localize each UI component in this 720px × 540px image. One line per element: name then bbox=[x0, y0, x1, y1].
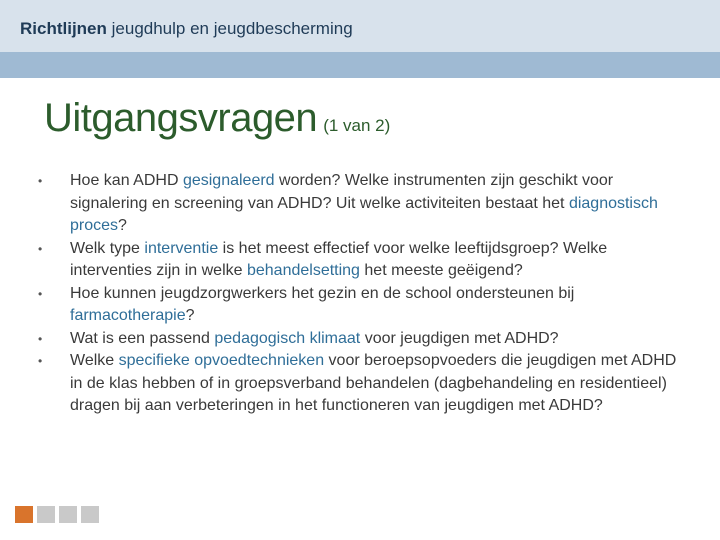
bullet-marker: • bbox=[38, 331, 43, 346]
bullet-marker: • bbox=[38, 354, 43, 368]
question-item bbox=[30, 350, 690, 418]
header-band bbox=[0, 52, 720, 78]
highlighted-term: gesignaleerd bbox=[182, 172, 275, 189]
question-text: Hoe kan ADHD bbox=[70, 172, 183, 189]
question-text: Hoe kunnen jeugdzorgwerkers het gezin en de school ondersteunen bij bbox=[70, 284, 575, 302]
question-text: ? bbox=[118, 217, 127, 234]
bullet-marker: • bbox=[38, 241, 43, 256]
question-text: voor jeugdigen met ADHD? bbox=[360, 329, 559, 347]
header-bar bbox=[0, 0, 720, 52]
header-subtitle: jeugdhulp en jeugdbescherming bbox=[106, 19, 353, 38]
question-text: is het meest effectief voor welke leeftijdsgroep? Welke interventies zijn in welke bbox=[70, 239, 608, 279]
question-text: worden? Welke instrumenten zijn geschikt voor signalering en screening van ADHD? Uit welke activiteiten bestaat het bbox=[70, 172, 614, 212]
highlighted-term: farmacotherapie bbox=[70, 307, 186, 324]
header-title bbox=[20, 19, 353, 39]
header-brand: Richtlijnen bbox=[20, 19, 107, 38]
highlighted-term: interventie bbox=[144, 239, 219, 257]
footer-square bbox=[81, 506, 99, 523]
question-text: Welk type bbox=[70, 239, 145, 257]
question-text: Welke bbox=[70, 352, 119, 369]
slide-title-main: Uitgangsvragen bbox=[44, 96, 318, 140]
footer-square bbox=[59, 506, 77, 523]
highlighted-term: pedagogisch klimaat bbox=[214, 329, 361, 347]
slide-title bbox=[44, 96, 390, 141]
highlighted-term: behandelsetting bbox=[246, 262, 360, 279]
question-text: Wat is een passend bbox=[70, 329, 215, 347]
highlighted-term: specifieke opvoedtechnieken bbox=[118, 352, 325, 369]
footer-decoration bbox=[15, 506, 99, 523]
highlighted-term: diagnostisch proces bbox=[70, 194, 658, 234]
question-item bbox=[30, 283, 690, 328]
footer-square-accent bbox=[15, 506, 33, 523]
footer-square bbox=[37, 506, 55, 523]
question-list bbox=[30, 170, 690, 418]
bullet-marker: • bbox=[38, 286, 43, 301]
question-item bbox=[30, 170, 690, 238]
question-text: voor beroepsopvoeders die jeugdigen met ADHD in de klas hebben of in groepsverband behandelen (dagbehandeling en residentieel) dragen bij aan verbeteringen in het functioneren van jeugdigen met ADHD? bbox=[70, 352, 677, 414]
bullet-marker: • bbox=[38, 174, 43, 188]
question-text: ? bbox=[185, 307, 195, 324]
slide-title-sub: (1 van 2) bbox=[323, 116, 391, 135]
question-text: het meeste geëigend? bbox=[359, 262, 523, 279]
question-item bbox=[30, 328, 690, 351]
question-item bbox=[30, 238, 690, 283]
